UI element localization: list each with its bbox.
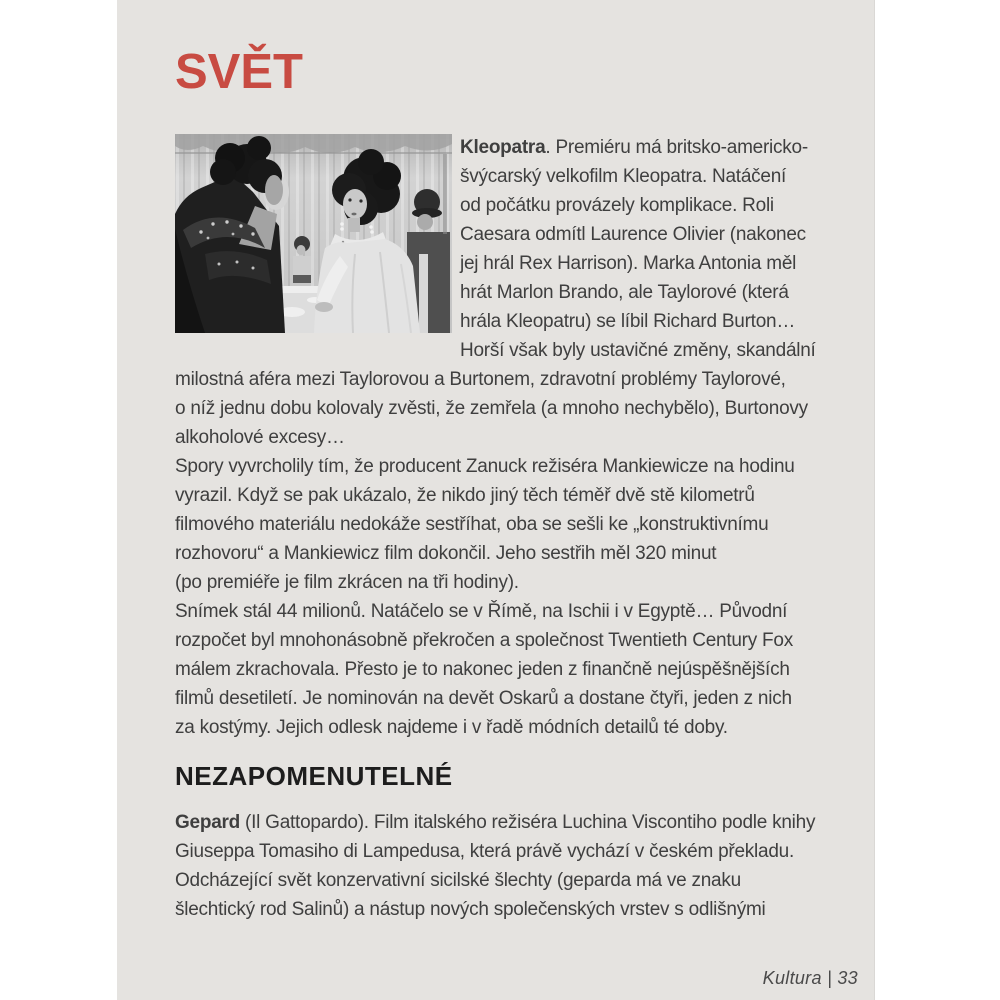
- article-line: Snímek stál 44 milionů. Natáčelo se v Římě, na Ischii i v Egyptě… Původní: [175, 601, 788, 622]
- article-line: za kostýmy. Jejich odlesk najdeme i v řadě módních detailů té doby.: [175, 717, 728, 738]
- article-line: Caesara odmítl Laurence Olivier (nakonec: [460, 224, 806, 245]
- article-line: rozpočet byl mnohonásobně překročen a společnost Twentieth Century Fox: [175, 630, 793, 651]
- article-line: jej hrál Rex Harrison). Marka Antonia měl: [460, 253, 797, 274]
- article-line: (po premiéře je film zkrácen na tři hodiny).: [175, 572, 519, 593]
- article-line: o níž jednu dobu kolovaly zvěsti, že zemřela (a mnoho nechybělo), Burtonovy: [175, 398, 808, 419]
- article-line-lead: [175, 808, 855, 837]
- article-lead-rest: (Il Gattopardo). Film italského režiséra Luchina Viscontiho podle knihy: [240, 812, 816, 833]
- article-line: Horší však byly ustavičné změny, skandální: [460, 340, 816, 361]
- article-line: Odcházející svět konzervativní sicilské šlechty (geparda má ve znaku: [175, 870, 741, 891]
- article-line: švýcarský velkofilm Kleopatra. Natáčení: [460, 166, 787, 187]
- kleopatra-photo-illustration: [175, 134, 452, 333]
- article-line: filmového materiálu nedokáže sestříhat, oba se sešli ke „konstruktivnímu: [175, 514, 769, 535]
- article-lead-rest: . Premiéru má britsko-americko-: [545, 137, 808, 158]
- article-line: šlechtický rod Salinů) a nástup nových společenských vrstev s odlišnými: [175, 899, 766, 920]
- page-footer: Kultura | 33: [762, 968, 858, 988]
- article-line: hrála Kleopatru) se líbil Richard Burton…: [460, 311, 796, 332]
- section-title-svet: SVĚT: [175, 45, 303, 99]
- article-gepard: [175, 808, 855, 924]
- article-line: málem zkrachovala. Přesto je to nakonec jeden z finančně nejúspěšnějších: [175, 659, 790, 680]
- article-line: milostná aféra mezi Taylorovou a Burtonem, zdravotní problémy Taylorové,: [175, 369, 786, 390]
- gepard-lines: [175, 837, 855, 924]
- article-lead-word: Gepard: [175, 812, 241, 833]
- section-title-nezapomenutelne: NEZAPOMENUTELNÉ: [175, 761, 453, 791]
- article-line: hrát Marlon Brando, ale Taylorové (která: [460, 282, 789, 303]
- article-line: Giuseppa Tomasiho di Lampedusa, která právě vychází v českém překladu.: [175, 841, 794, 862]
- article-kleopatra: [175, 133, 855, 742]
- article-lead-word: Kleopatra: [460, 137, 546, 158]
- article-line: alkoholové excesy…: [175, 427, 345, 448]
- magazine-page: [117, 0, 875, 1000]
- kleopatra-photo: [175, 134, 452, 333]
- article-line: od počátku provázely komplikace. Roli: [460, 195, 774, 216]
- article-line: vyrazil. Když se pak ukázalo, že nikdo jiný těch téměř dvě stě kilometrů: [175, 485, 755, 506]
- article-full-lines: [175, 365, 855, 742]
- article-line: Spory vyvrcholily tím, že producent Zanuck režiséra Mankiewicze na hodinu: [175, 456, 795, 477]
- article-line: filmů desetiletí. Je nominován na devět Oskarů a dostane čtyři, jeden z nich: [175, 688, 792, 709]
- article-line: rozhovoru“ a Mankiewicz film dokončil. Jeho sestřih měl 320 minut: [175, 543, 717, 564]
